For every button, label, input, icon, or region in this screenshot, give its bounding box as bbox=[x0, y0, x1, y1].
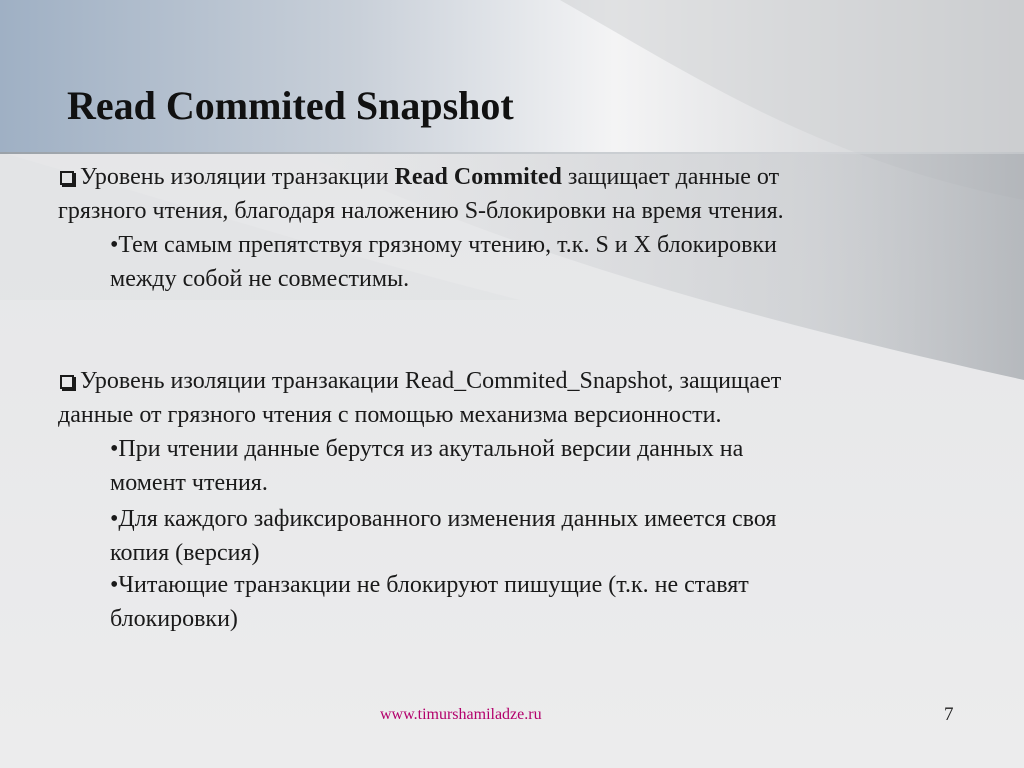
section-1-paragraph bbox=[58, 160, 958, 228]
checkbox-bullet-icon bbox=[60, 171, 74, 185]
section-1-line-1: Уровень изоляции транзакции Read Commited защищает данные от bbox=[58, 160, 958, 194]
section-2-line-1: Уровень изоляции транзакации Read_Commited_Snapshot, защищает bbox=[58, 364, 958, 398]
section-1-line-2: грязного чтения, благодаря наложению S-блокировки на время чтения. bbox=[58, 198, 784, 224]
section-2-bullet-1: •При чтении данные берутся из акутальной версии данных на момент чтения. bbox=[110, 436, 744, 496]
section-2-paragraph bbox=[58, 364, 958, 432]
read-commited-bold: Read Commited bbox=[394, 164, 562, 190]
checkbox-bullet-icon bbox=[60, 375, 74, 389]
section-1-bullet-1: •Тем самым препятствуя грязному чтению, т.к. S и X блокировки между собой не совместимы. bbox=[110, 232, 777, 292]
page-number: 7 bbox=[944, 704, 954, 725]
section-2-bullet-3: •Читающие транзакции не блокируют пишущие (т.к. не ставят блокировки) bbox=[110, 572, 749, 632]
section-2-line-2: данные от грязного чтения с помощью механизма версионности. bbox=[58, 402, 722, 428]
title-divider bbox=[0, 152, 1024, 154]
slide-title: Read Commited Snapshot bbox=[67, 83, 514, 128]
footer-link[interactable]: www.timurshamiladze.ru bbox=[380, 706, 542, 723]
section-2-bullet-2: •Для каждого зафиксированного изменения данных имеется своя копия (версия) bbox=[110, 506, 777, 566]
